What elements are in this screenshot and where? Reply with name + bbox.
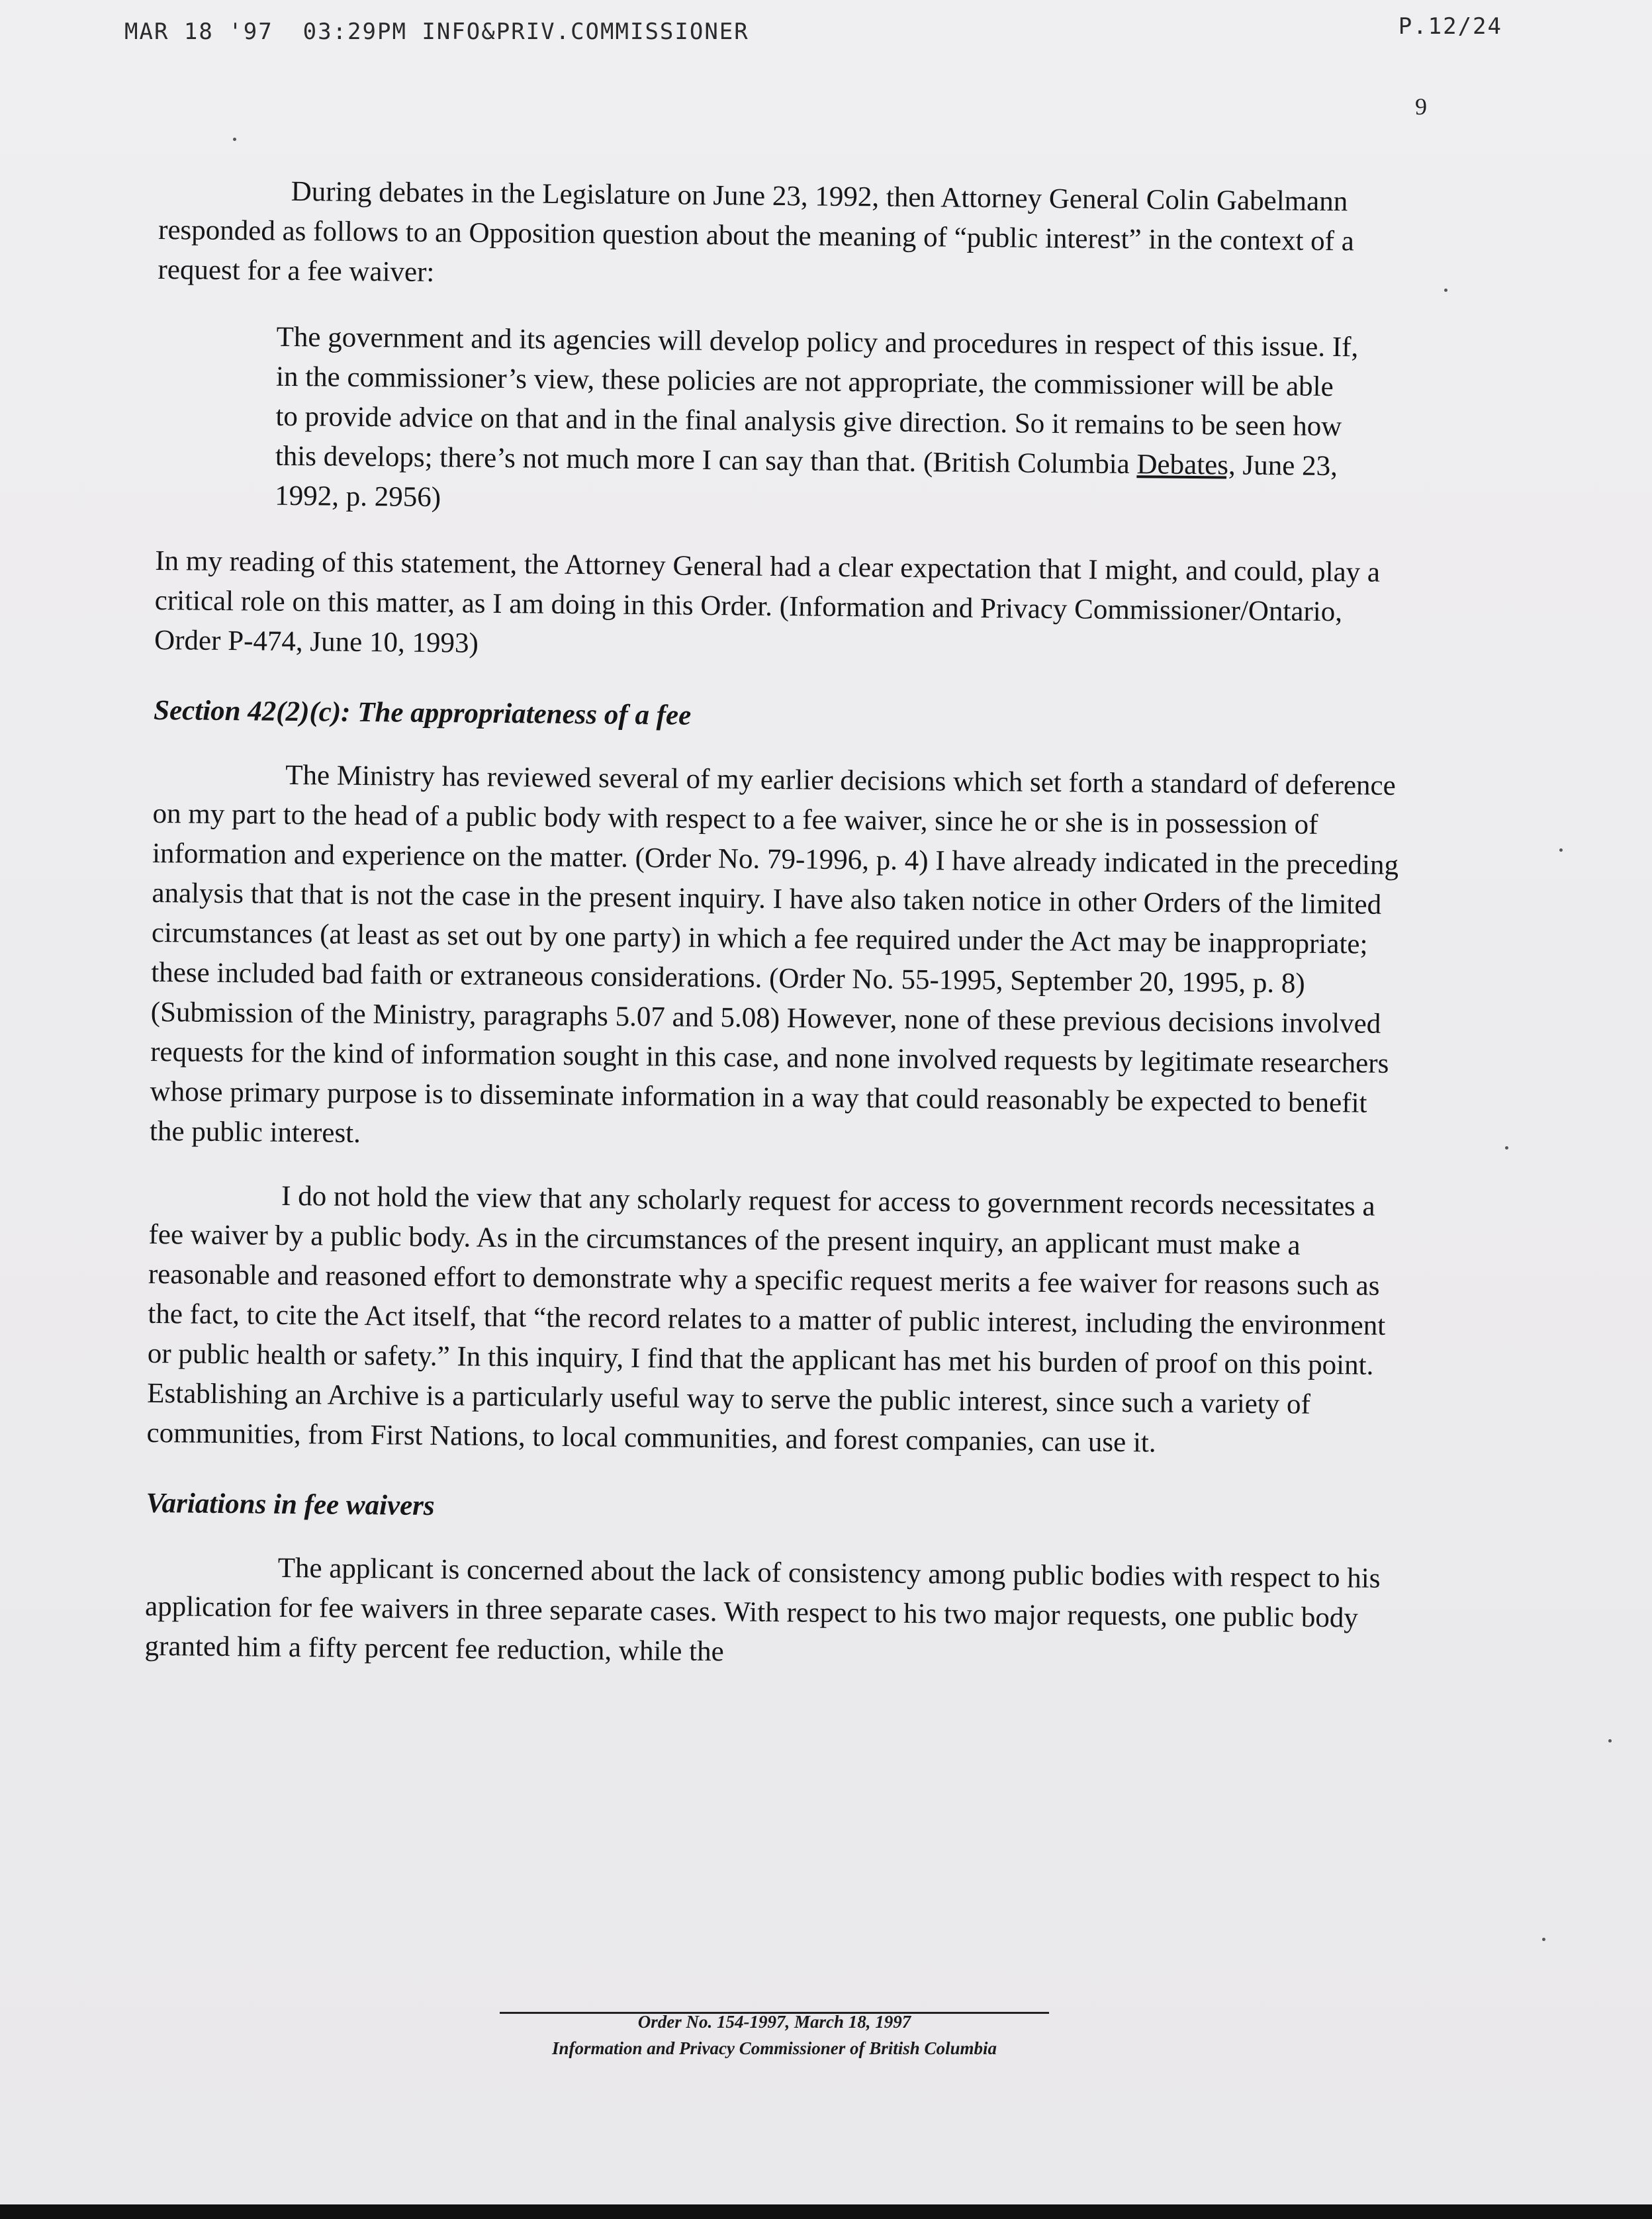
section-heading-variations: Variations in fee waivers <box>146 1487 435 1522</box>
quote-citation-rest: June 23, 1992, p. 2956) <box>275 449 1338 514</box>
footer-commissioner-line: Information and Privacy Commissioner of British Columbia <box>551 2038 997 2058</box>
section-heading-appropriateness: Section 42(2)(c): The appropriateness of a fee <box>153 694 692 731</box>
scan-speck <box>1444 289 1447 292</box>
quote-citation-source: Debates, <box>1136 449 1236 481</box>
paragraph-5: The applicant is concerned about the lack of consistency among public bodies with respect to his application for fee waivers in three separate cases. With respect to his two major requests, one public body granted him a fifty percent fee reduction, while the <box>144 1552 1381 1668</box>
fax-page-count: P.12/24 <box>1398 13 1502 40</box>
paragraph-1: During debates in the Legislature on June 23, 1992, then Attorney General Colin Gabelmann responded as follows to an Opposition question about the meaning of “public interest” in the context of a request for a fee waiver: <box>158 175 1355 289</box>
paragraph-4: I do not hold the view that any scholarly request for access to government records necessitates a fee waiver by a public body. As in the circumstances of the present inquiry, an applicant must make a reasonable and reasoned effort to demonstrate why a specific request merits a fee waiver for reasons such as the fact, to cite the Act itself, that “the record relates to a matter of public interest, including the environment or public health or safety.” In this inquiry, I find that the applicant has met his burden of proof on this point. Establishing an Archive is a particularly useful way to serve the public interest, since such a variety of communities, from First Nations, to local communities, and forest companies, can use it. <box>146 1180 1386 1459</box>
quote-text: The government and its agencies will develop policy and procedures in respect of this issue. If, in the commissioner’s view, these policies are not appropriate, the commissioner will be able to provide advice on that and in the final analysis give direction. So it remains to be seen how this develops; there’s not much more I can say than that. (British Columbia <box>275 321 1359 480</box>
paragraph-3: The Ministry has reviewed several of my earlier decisions which set forth a standard of deference on my part to the head of a public body with respect to a fee waiver, since he or she is in possession of information and experience on the matter. (Order No. 79-1996, p. 4) I have already indicated in the preceding analysis that that is not the case in the present inquiry. I have also taken notice in other Orders of the limited circumstances (at least as set out by one party) in which a fee required under the Act may be inappropriate; these included bad faith or extraneous considerations. (Order No. 55-1995, September 20, 1995, p. 8) (Submission of the Ministry, paragraphs 5.07 and 5.08) However, none of these previous decisions involved requests for the kind of information sought in this case, and none involved requests by legitimate researchers whose primary purpose is to disseminate information in a way that could reasonably be expected to benefit the public interest. <box>149 759 1399 1149</box>
scan-speck <box>1608 1739 1612 1743</box>
document-body <box>144 171 1416 1702</box>
page-footer <box>490 2009 1059 2061</box>
footer-order-line: Order No. 154-1997, March 18, 1997 <box>637 2012 911 2032</box>
page-number: 9 <box>1415 93 1427 120</box>
block-quote <box>275 318 1362 527</box>
scan-speck <box>1559 848 1563 852</box>
paragraph-2: In my reading of this statement, the Attorney General had a clear expectation that I might, and could, play a critical role on this matter, as I am doing in this Order. (Information and Privacy Commissioner/Ontario, Order P-474, June 10, 1993) <box>154 545 1381 659</box>
scan-speck <box>233 138 236 141</box>
scan-speck <box>1542 1938 1545 1941</box>
fax-header-line: MAR 18 '97 03:29PM INFO&PRIV.COMMISSIONER <box>124 19 749 45</box>
scan-edge-band <box>0 2204 1652 2219</box>
scan-speck <box>1505 1146 1508 1150</box>
